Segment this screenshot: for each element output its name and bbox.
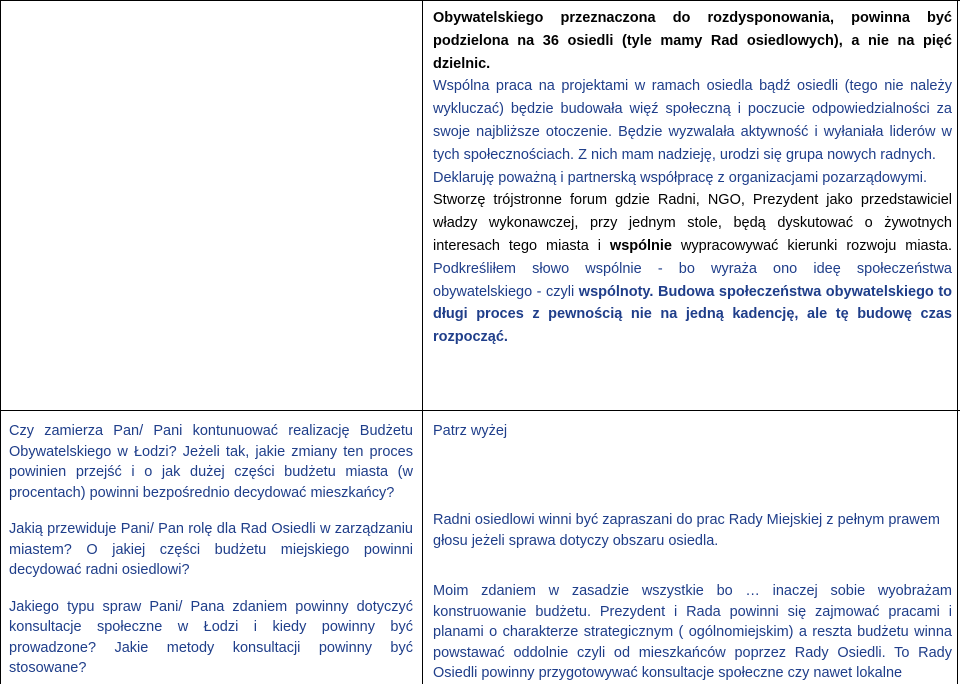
paragraph — [433, 75, 952, 166]
text-run: wspólnie — [609, 237, 672, 254]
question-2: Jakią przewiduje Pani/ Pan rolę dla Rad Osiedli w zarządzaniu miastem? O jakiej części budżetu miejskiego powinni decydować radni osiedlowi? — [9, 521, 413, 578]
table-row-divider — [0, 410, 960, 411]
text-run: Budowa społeczeństwa obywatelskiego to długi proces z pewnością nie na jedną kadencję, ale tę budowę czas rozpocząć. — [433, 283, 953, 346]
text-run: wspólnoty. — [578, 283, 654, 300]
text-run: Obywatelskiego przeznaczona do rozdysponowania, powinna być podzielona na 36 osiedli (tyle mamy Rad osiedlowych), a nie na pięć dzielnic. — [433, 10, 952, 72]
paragraph — [433, 7, 952, 75]
answer-cell-continued — [433, 7, 952, 349]
answer-3: Moim zdaniem w zasadzie wszystkie bo … inaczej sobie wyobrażam konstruowanie budżetu. Prezydent i Rada powinni się zajmować pracami i planami o charakterze strategicznym ( ogólnomiejskim) a reszta budżetu winna powstawać oddolnie czyli od mieszkańców poprzez Rady Osiedli. To Rady Osiedli powinny przygotowywać konsultacje społeczne czy nawet lokalne — [433, 583, 952, 681]
text-run: Deklaruję poważną i partnerską współpracę z organizacjami pozarządowymi. — [433, 169, 928, 186]
paragraph — [433, 167, 952, 190]
text-run: wypracowywać kierunki rozwoju miasta. — [671, 237, 952, 254]
text-run: Wspólna praca na projektami w ramach osiedla bądź osiedli (tego nie należy wykluczać) będzie budowała więź społeczną i poczucie odpowiedzialności za swoje najbliższe otoczenie. Będzie wyzwalała aktywność i wyłaniała liderów w tych społecznościach. Z nich mam nadzieję, urodzi się grupa nowych radnych. — [433, 78, 952, 163]
paragraph — [433, 189, 952, 349]
empty-cell — [1, 1, 421, 409]
answer-2: Radni osiedlowi winni być zapraszani do prac Rady Miejskiej z pełnym prawem głosu jeżeli sprawa dotyczy obszaru osiedla. — [433, 512, 940, 549]
table-border-right — [957, 0, 958, 684]
text-run: Podkreśliłem słowo wspólnie - bo wyraża ono ideę społeczeństwa obywatelskiego - czyli — [433, 260, 952, 300]
questions-cell — [9, 421, 413, 679]
table-column-divider — [422, 0, 423, 684]
question-3: Jakiego typu spraw Pani/ Pana zdaniem powinny dotyczyć konsultacje społeczne w Łodzi i kiedy powinny być prowadzone? Jakie metody konsultacji powinny być stosowane? — [9, 598, 413, 676]
answer-1: Patrz wyżej — [433, 423, 508, 439]
question-1: Czy zamierza Pan/ Pani kontunuować realizację Budżetu Obywatelskiego w Łodzi? Jeżeli tak, jakie zmiany ten proces powinien przejść i o jak dużej części budżetu miasta (w procentach) powinni bezpośrednio decydować mieszkańcy? — [9, 423, 413, 501]
text-run: Stworzę trójstronne forum gdzie Radni, NGO, Prezydent jako przedstawiciel władzy wykonawczej, przy jednym stole, będą dyskutować o żywotnych interesach tego miasta i — [433, 192, 952, 254]
